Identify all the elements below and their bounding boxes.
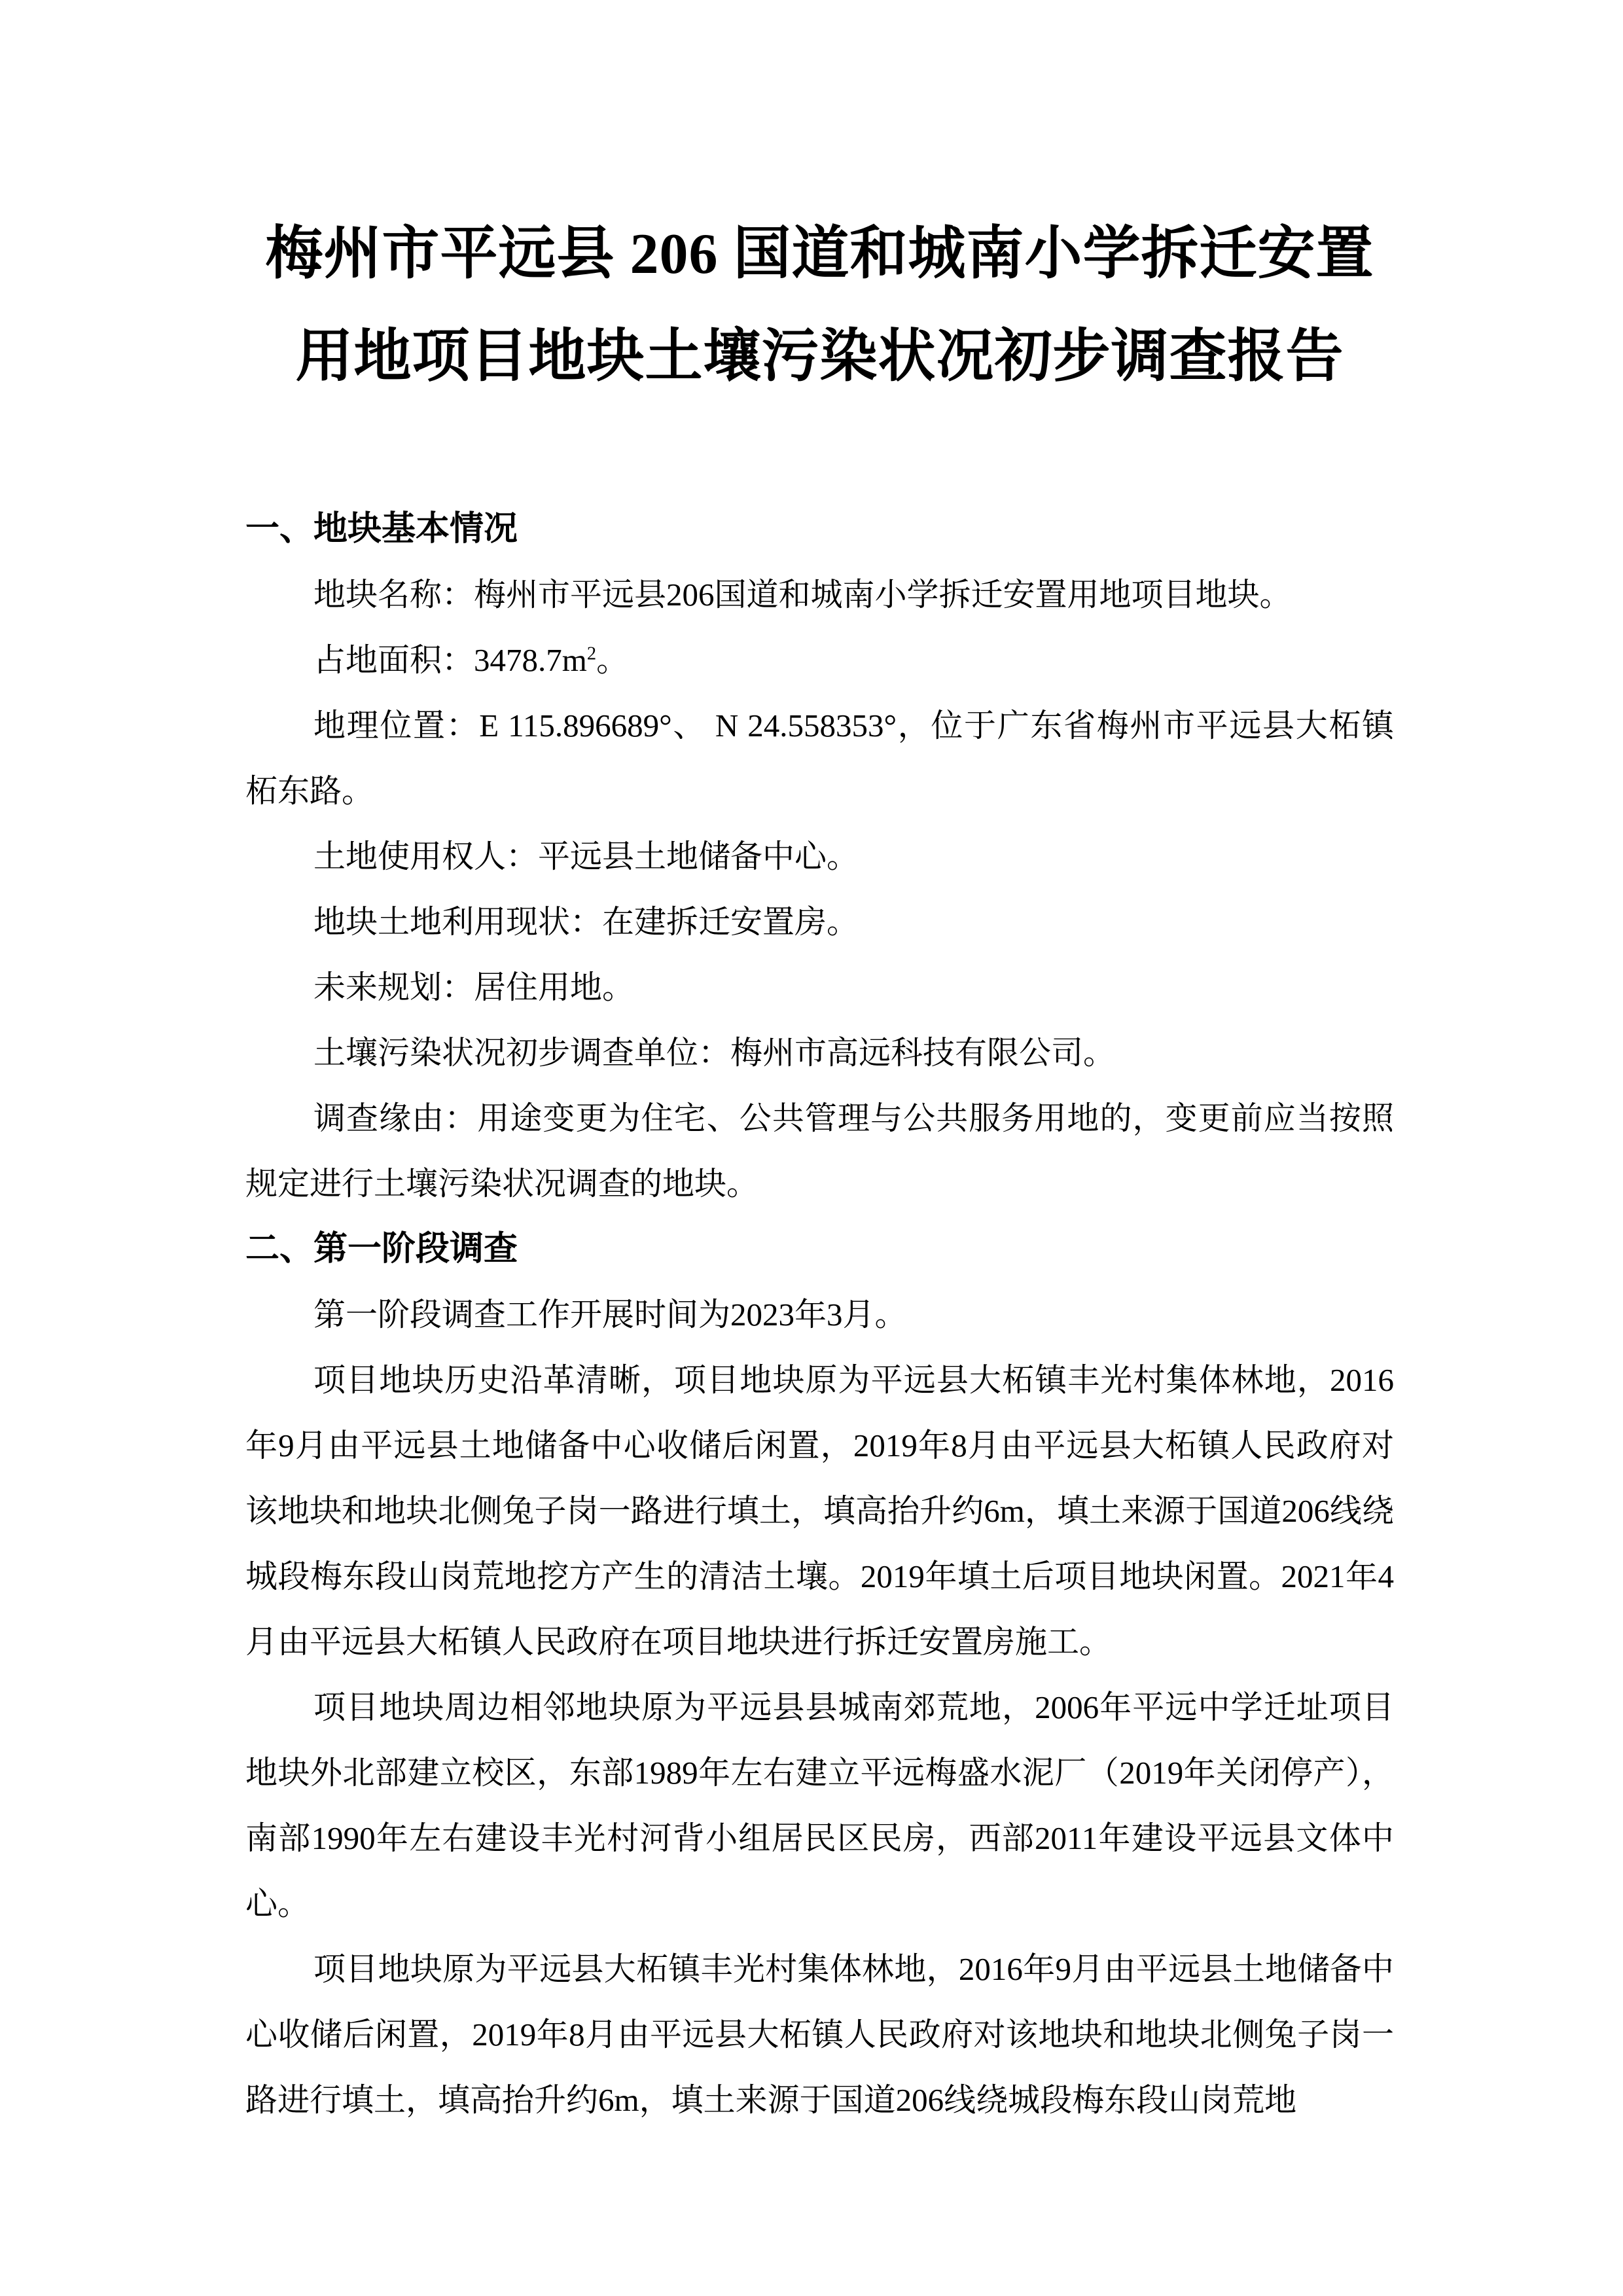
paragraph-survey-reason: 调查缘由：用途变更为住宅、公共管理与公共服务用地的，变更前应当按照规定进行土壤污染状况调查的地块。	[245, 1100, 1394, 1202]
paragraph-current-land-use: 地块土地利用现状：在建拆迁安置房。	[313, 904, 859, 940]
paragraph-plot-name: 地块名称：梅州市平远县206国道和城南小学拆迁安置用地项目地块。	[313, 577, 1292, 613]
paragraph-plot-history: 项目地块历史沿革清晰，项目地块原为平远县大柘镇丰光村集体林地，2016年9月由平远县土地储备中心收储后闲置，2019年8月由平远县大柘镇人民政府对该地块和地块北侧兔子岗一路进行填土，填高抬升约6m，填土来源于国道206线绕城段梅东段山岗荒地挖方产生的清洁土壤。2019年填土后项目地块闲置。2021年4月由平远县大柘镇人民政府在项目地块进行拆迁安置房施工。	[245, 1362, 1394, 1660]
paragraph-geographic-location: 地理位置：E 115.896689°、 N 24.558353°，位于广东省梅州市平远县大柘镇柘东路。	[245, 708, 1394, 809]
paragraph-area	[245, 628, 1394, 693]
section-heading-basic-info: 一、地块基本情况	[245, 511, 518, 548]
paragraph-land-use-right-holder: 土地使用权人：平远县土地储备中心。	[313, 838, 859, 874]
paragraph-survey-unit: 土壤污染状况初步调查单位：梅州市高远科技有限公司。	[313, 1035, 1116, 1071]
report-title-line-2: 用地项目地块土壤污染状况初步调查报告	[295, 325, 1344, 389]
area-period: 。	[596, 642, 629, 678]
report-title-line-1: 梅州市平远县 206 国道和城南小学拆迁安置	[265, 223, 1374, 286]
report-title	[245, 203, 1394, 408]
section-heading-phase-one: 二、第一阶段调查	[245, 1230, 518, 1268]
paragraph-plot-history-repeat: 项目地块原为平远县大柘镇丰光村集体林地，2016年9月由平远县土地储备中心收储后闲置，2019年8月由平远县大柘镇人民政府对该地块和地块北侧兔子岗一路进行填土，填高抬升约6m，填土来源于国道206线绕城段梅东段山岗荒地	[245, 1951, 1394, 2118]
area-superscript: 2	[586, 643, 597, 664]
paragraph-surrounding-plots: 项目地块周边相邻地块原为平远县县城南郊荒地，2006年平远中学迁址项目地块外北部建立校区，东部1989年左右建立平远梅盛水泥厂（2019年关闭停产），南部1990年左右建设丰光村河背小组居民区民房，西部2011年建设平远县文体中心。	[245, 1689, 1394, 1922]
paragraph-phase-one-time: 第一阶段调查工作开展时间为2023年3月。	[313, 1297, 907, 1333]
paragraph-future-plan: 未来规划：居住用地。	[313, 969, 635, 1005]
area-value-text: 占地面积：3478.7m	[313, 642, 587, 678]
